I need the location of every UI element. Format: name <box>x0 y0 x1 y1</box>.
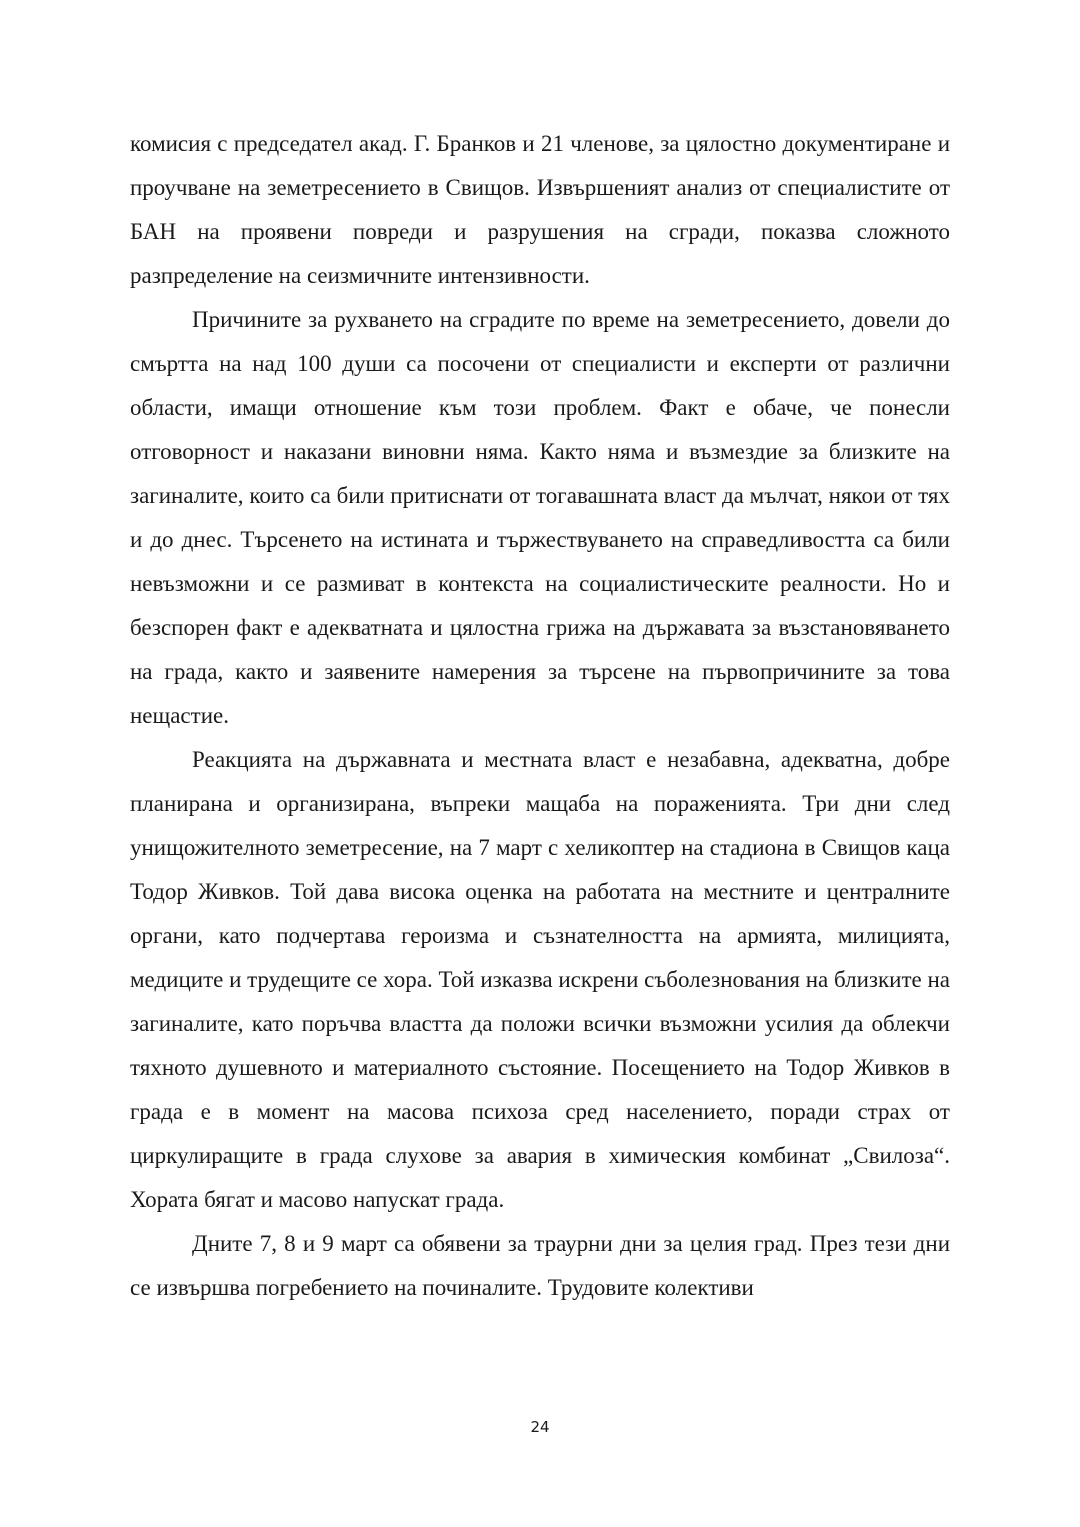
body-text <box>130 122 950 1310</box>
paragraph-2: Причините за рухването на сградите по време на земетресението, довели до смъртта на над 100 души са посочени от специалисти и експерти от различни области, имащи отношение към този проблем. Факт е обаче, че понесли отговорност и наказани виновни няма. Както няма и възмездие за близките на загиналите, които са били притиснати от тогавашната власт да мълчат, някои от тях и до днес. Търсенето на истината и тържествуването на справедливостта са били невъзможни и се размиват в контекста на социалистическите реалности. Но и безспорен факт е адекватната и цялостна грижа на държавата за възстановяването на града, както и заявените намерения за търсене на първопричините за това нещастие. <box>130 307 950 728</box>
paragraph-4: Дните 7, 8 и 9 март са обявени за траурни дни за целия град. През тези дни се извършва погребението на починалите. Трудовите колективи <box>130 1231 950 1300</box>
paragraph-3: Реакцията на държавната и местната власт е незабавна, адекватна, добре планирана и организирана, въпреки мащаба на пораженията. Три дни след унищожителното земетресение, на 7 март с хеликоптер на стадиона в Свищов каца Тодор Живков. Той дава висока оценка на работата на местните и централните органи, като подчертава героизма и съзнателността на армията, милицията, медиците и трудещите се хора. Той изказва искрени съболезнования на близките на загиналите, като поръчва властта да положи всички възможни усилия да облекчи тяхното душевното и материалното състояние. Посещението на Тодор Живков в града е в момент на масова психоза сред населението, поради страх от циркулиращите в града слухове за авария в химическия комбинат „Свилоза“. Хората бягат и масово напускат града. <box>130 747 950 1212</box>
page-number: 24 <box>530 1418 550 1436</box>
paragraph-1: комисия с председател акад. Г. Бранков и 21 членове, за цялостно документиране и проучване на земетресението в Свищов. Извършеният анализ от специалистите от БАН на проявени повреди и разрушения на сгради, показва сложното разпределение на сеизмичните интензивности. <box>130 131 950 288</box>
